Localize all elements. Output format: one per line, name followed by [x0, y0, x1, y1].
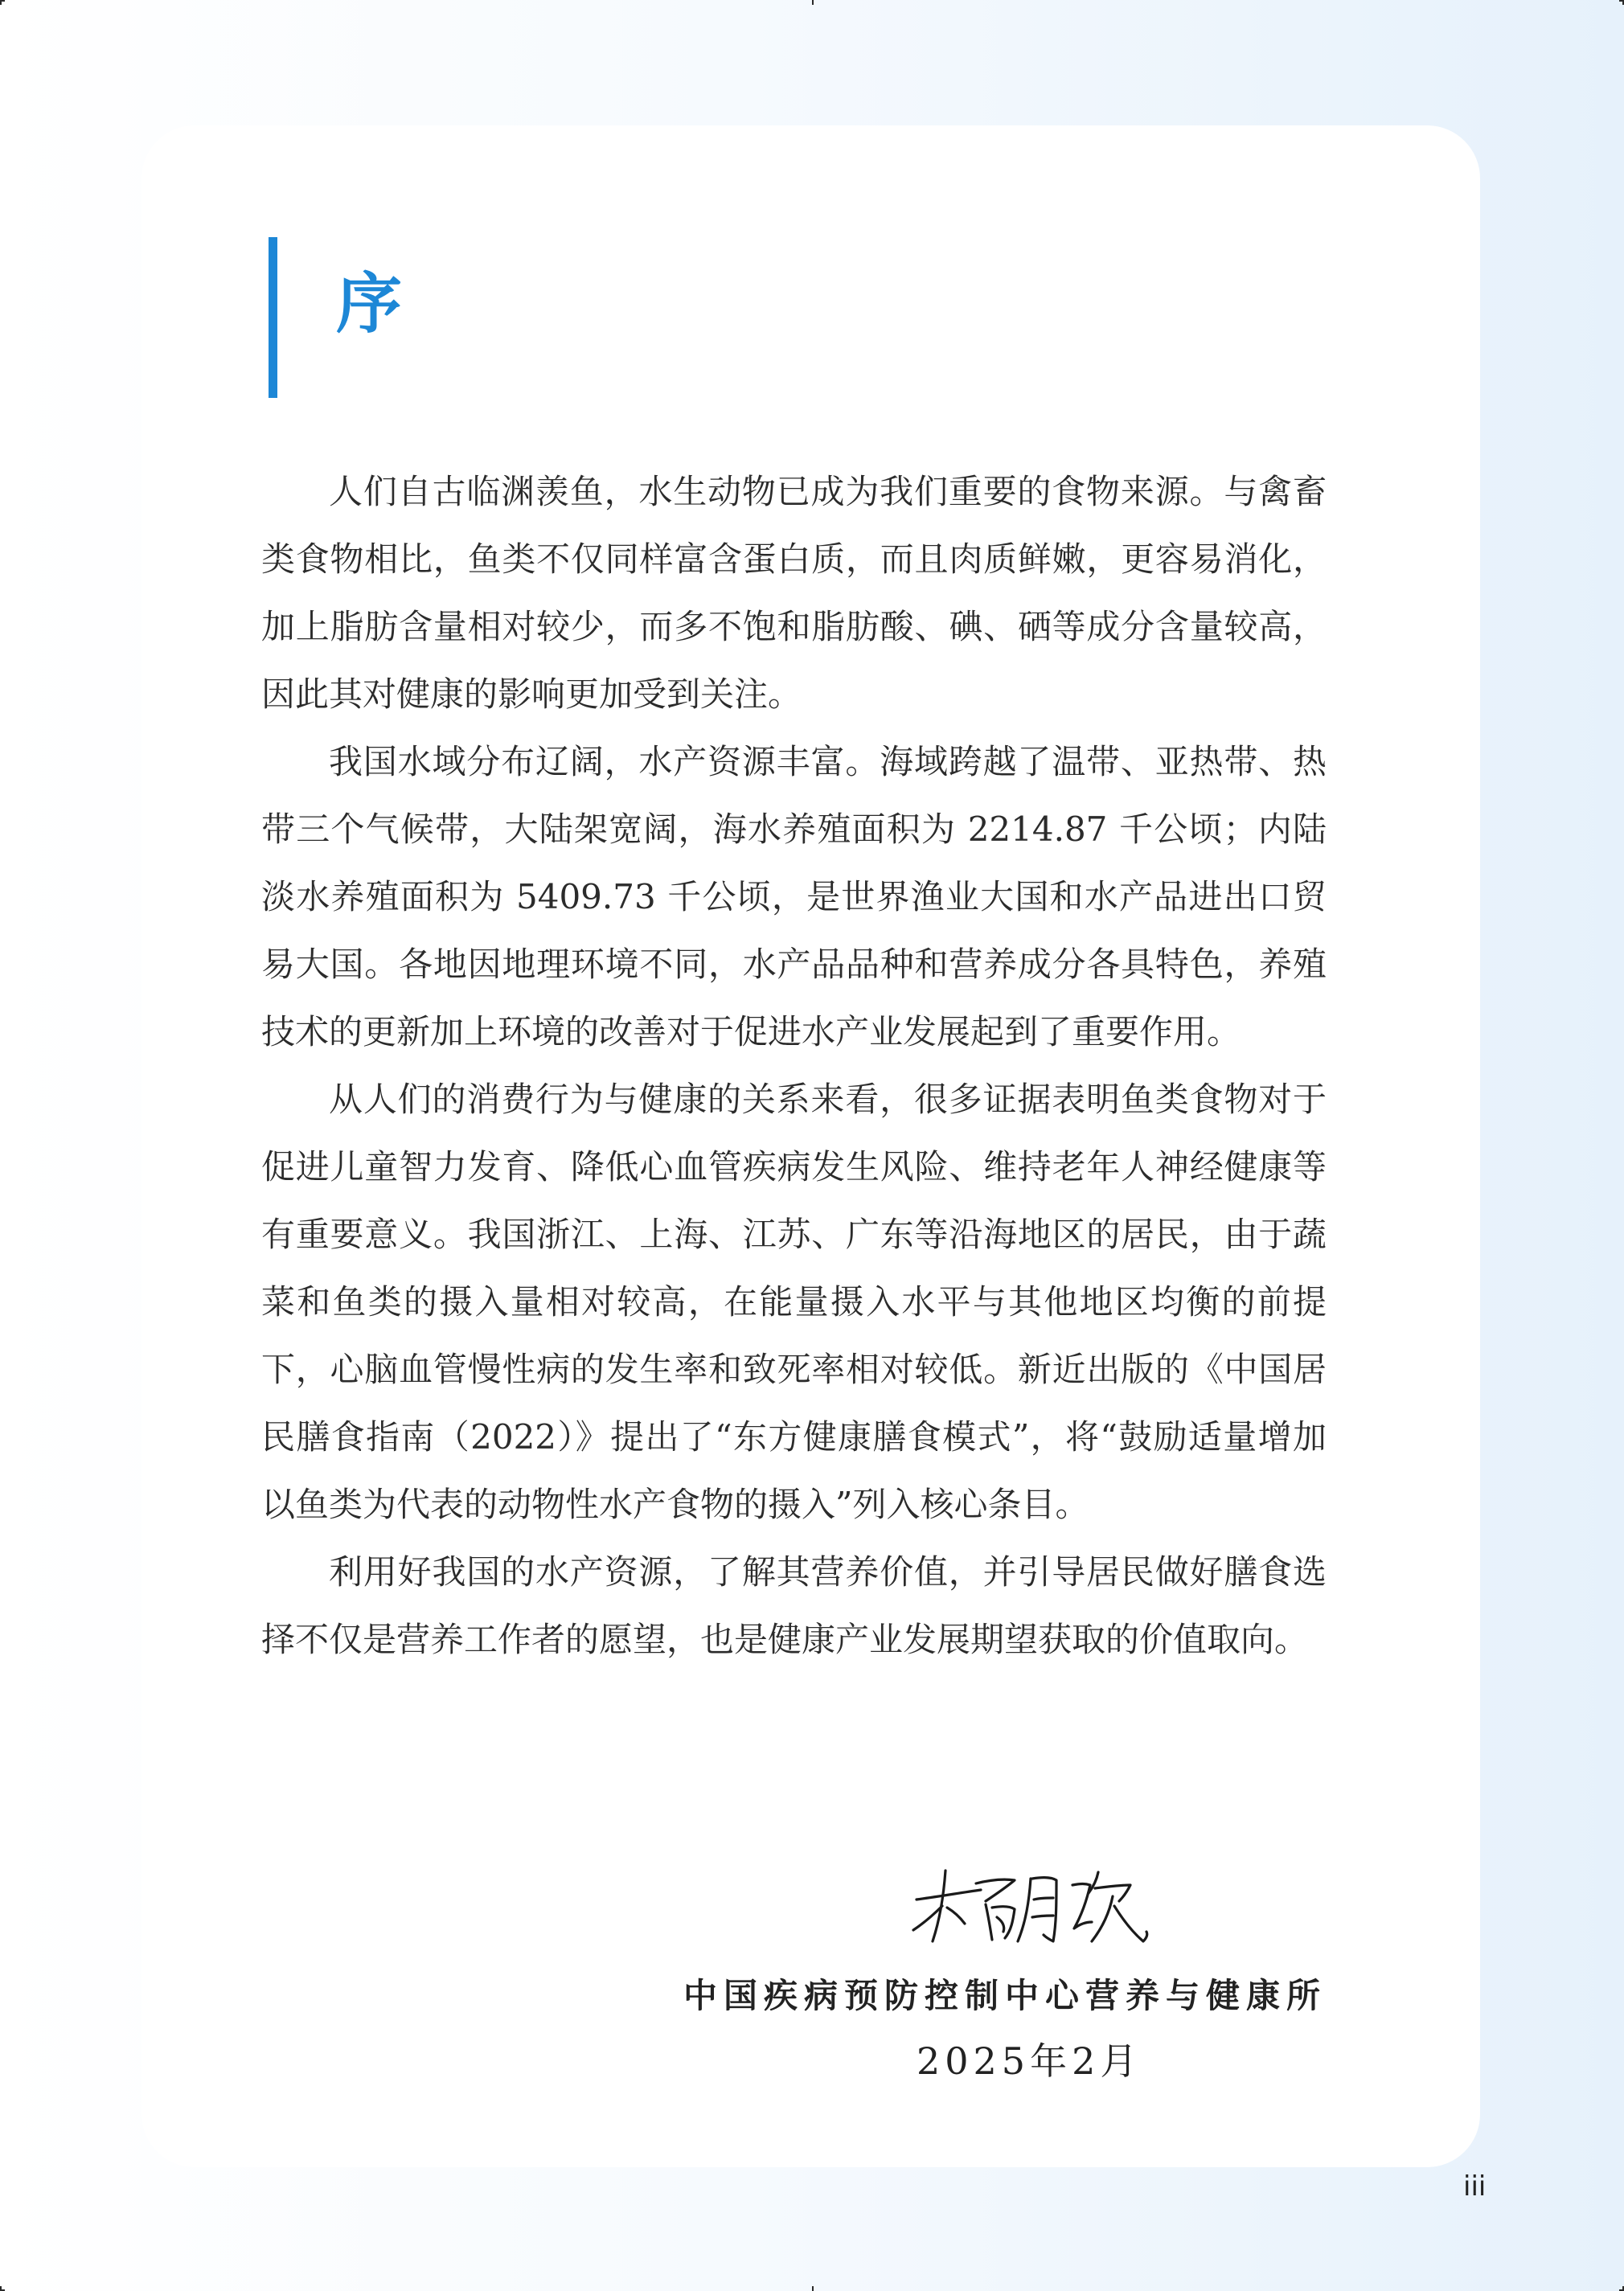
crop-mark — [812, 0, 814, 5]
crop-mark — [0, 0, 2, 5]
handwritten-signature — [908, 1861, 1150, 1949]
page-title: 序 — [336, 266, 403, 342]
crop-mark — [812, 2286, 814, 2291]
crop-mark — [0, 2286, 2, 2291]
preface-body — [261, 458, 1327, 1674]
title-accent-bar — [269, 237, 277, 398]
page-number: iii — [1463, 2170, 1487, 2203]
paragraph: 我国水域分布辽阔，水产资源丰富。海域跨越了温带、亚热带、热带三个气候带，大陆架宽阔，海水养殖面积为 2214.87 千公顷；内陆淡水养殖面积为 5409.73 千公顷，是世界渔业大国和水产品进出口贸易大国。各地因地理环境不同，水产品品种和营养成分各具特色，养殖技术的更新加上环境的改善对于促进水产业发展起到了重要作用。 — [261, 742, 1327, 1051]
paragraph: 人们自古临渊羡鱼，水生动物已成为我们重要的食物来源。与禽畜类食物相比，鱼类不仅同样富含蛋白质，而且肉质鲜嫩，更容易消化，加上脂肪含量相对较少，而多不饱和脂肪酸、碘、硒等成分含量较高，因此其对健康的影响更加受到关注。 — [261, 472, 1327, 714]
date: 2025年2月 — [917, 2039, 1142, 2083]
paragraph: 从人们的消费行为与健康的关系来看，很多证据表明鱼类食物对于促进儿童智力发育、降低心血管疾病发生风险、维持老年人神经健康等有重要意义。我国浙江、上海、江苏、广东等沿海地区的居民，由于蔬菜和鱼类的摄入量相对较高，在能量摄入水平与其他地区均衡的前提下，心脑血管慢性病的发生率和致死率相对较低。新近出版的《中国居民膳食指南（2022）》提出了“东方健康膳食模式”，将“鼓励适量增加以鱼类为代表的动物性水产食物的摄入”列入核心条目。 — [261, 1080, 1327, 1524]
organization: 中国疾病预防控制中心营养与健康所 — [683, 1976, 1327, 2015]
paragraph: 利用好我国的水产资源，了解其营养价值，并引导居民做好膳食选择不仅是营养工作者的愿望，也是健康产业发展期望获取的价值取向。 — [261, 1552, 1327, 1659]
